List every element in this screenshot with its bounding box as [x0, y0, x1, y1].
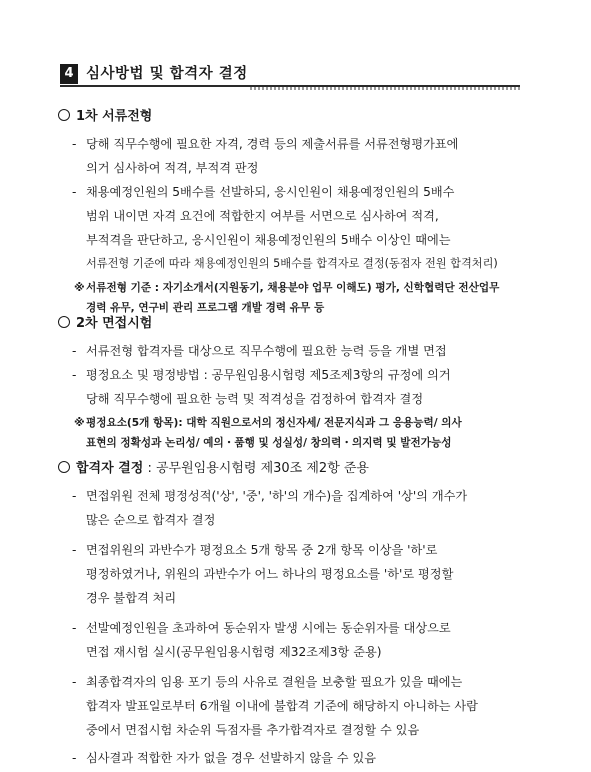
section-header [60, 64, 520, 88]
list-item: - 평정요소 및 평정방법 : 공무원임용시험령 제5조제3항의 규정에 의거 당해 직무수행에 필요한 능력 및 적격성을 검정하여 합격자 결정 [72, 368, 451, 406]
circle-bullet-icon [58, 316, 70, 328]
list-item: - 서류전형 합격자를 대상으로 직무수행에 필요한 능력 등을 개별 면접 [72, 344, 447, 358]
subsection-title: 1차 서류전형 [58, 108, 528, 126]
section-final-decision [58, 460, 528, 770]
section-number-badge: 4 [60, 64, 78, 84]
section-document-screening [58, 108, 528, 318]
list-item: - 최종합격자의 임용 포기 등의 사유로 결원을 보충할 필요가 있을 때에는 합격자 발표일로부터 6개월 이내에 불합격 기준에 해당하지 아니하는 사람 중에서 면접시험 차순위 득점자를 추가합격자로 결정할 수 있음 [72, 675, 478, 737]
note: ※ 평정요소(5개 항목): 대학 직원으로서의 정신자세/ 전문지식과 그 응용능력/ 의사 표현의 정확성과 논리성/ 예의・품행 및 성실성/ 창의력・의지력 및 발전가능성 [58, 413, 528, 453]
note-mark: ※ [74, 416, 85, 429]
circle-bullet-icon [58, 461, 70, 473]
subsection-title: 2차 면접시험 [58, 315, 528, 333]
list-item: - 면접위원 전체 평정성적('상', '중', '하'의 개수)을 집계하여 '상'의 개수가 많은 순으로 합격자 결정 [72, 489, 468, 527]
list-item: - 당해 직무수행에 필요한 자격, 경력 등의 제출서류를 서류전형평가표에 의거 심사하여 적격, 부적격 판정 [72, 137, 459, 175]
note-mark: ※ [74, 281, 85, 294]
section-title: 심사방법 및 합격자 결정 [86, 66, 248, 82]
list-item: - 심사결과 적합한 자가 없을 경우 선발하지 않을 수 있음 [72, 751, 377, 765]
note: ※ 서류전형 기준 : 자기소개서(지원동기, 채용분야 업무 이해도) 평가, 신학협력단 전산업무 경력 유무, 연구비 관리 프로그램 개발 경력 유무 등 [58, 278, 528, 318]
header-underline-dotted [250, 87, 520, 90]
subsection-title: 합격자 결정 : 공무원임용시험령 제30조 제2항 준용 [58, 460, 528, 478]
list-item: - 면접위원의 과반수가 평정요소 5개 항목 중 2개 항목 이상을 '하'로 평정하였거나, 위원의 과반수가 어느 하나의 평정요소를 '하'로 평정할 경우 불합격 처리 [72, 543, 454, 605]
list-item: - 채용예정인원의 5배수를 선발하되, 응시인원이 채용예정인원의 5배수 범위 내이면 자격 요건에 적합한지 여부를 서면으로 심사하여 적격, 부적격을 판단하고, 응시인원이 채용예정인원의 5배수 이상인 때에는 서류전형 기준에 따라 채용예정인원의 5배수를 합격자로 결정(동점자 전원 합격처리) [72, 185, 498, 270]
circle-bullet-icon [58, 109, 70, 121]
list-item: - 선발예정인원을 초과하여 동순위자 발생 시에는 동순위자를 대상으로 면접 재시험 실시(공무원임용시험령 제32조제3항 준용) [72, 621, 451, 659]
section-interview [58, 315, 528, 453]
